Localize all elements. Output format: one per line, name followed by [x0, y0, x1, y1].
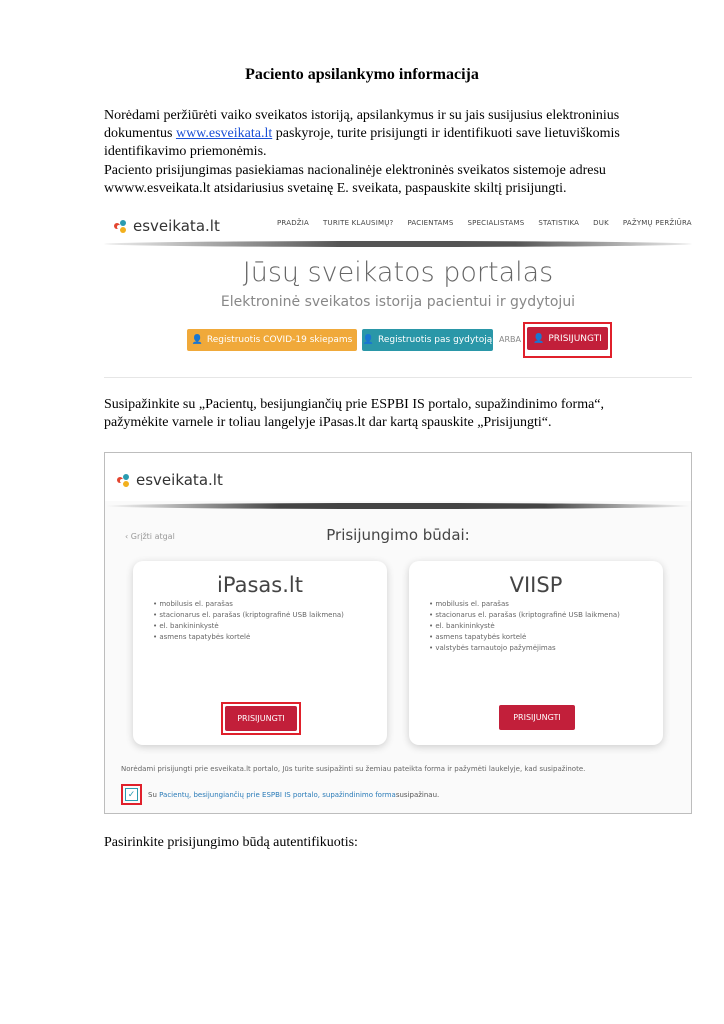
- doctor-button-label: Registruotis pas gydytoją: [378, 335, 493, 345]
- viisp-login-button[interactable]: PRISIJUNGTI: [499, 705, 575, 730]
- list-item: • stacionarus el. parašas (kriptografinė USB laikmena): [153, 610, 344, 621]
- nav-item-duk[interactable]: DUK: [593, 219, 609, 227]
- esveikata-logo[interactable]: [114, 217, 220, 235]
- intro-paragraph-2: Paciento prisijungimas pasiekiamas nacionalinėje elektroninės sveikatos sistemoje adresu wwww.esveikata.lt atsidariusius svetainę E. sveikata, paspauskite skiltį prisijungti.: [104, 163, 606, 196]
- back-label: Grįžti atgal: [130, 532, 175, 541]
- list-item: • asmens tapatybės kortelė: [153, 632, 344, 643]
- logo-text: esveikata.lt: [133, 217, 220, 235]
- user-icon: 👤: [362, 335, 374, 345]
- or-label: ARBA: [499, 335, 521, 344]
- ipasas-login-button[interactable]: PRISIJUNGTI: [225, 706, 297, 731]
- consent-checkbox[interactable]: [125, 788, 138, 801]
- header-swoosh: [104, 241, 692, 247]
- highlight-frame: [121, 784, 142, 805]
- card-title: VIISP: [509, 573, 563, 597]
- intro-text-after: paskyroje, turite prisijungti ir identifikuoti save lietuviškomis identifikavimo priemonėmis.: [104, 126, 620, 159]
- list-item: • mobilusis el. parašas: [429, 599, 620, 610]
- user-icon: 👤: [533, 333, 545, 344]
- list-item: • el. bankininkystė: [429, 621, 620, 632]
- chevron-left-icon: ‹: [125, 532, 131, 541]
- login-button-label: PRISIJUNGTI: [548, 333, 602, 344]
- list-item: • stacionarus el. parašas (kriptografinė USB laikmena): [429, 610, 620, 621]
- notice-text: Norėdami prisijungti prie esveikata.lt portalo, Jūs turite susipažinti su žemiau pateikta forma ir pažymėti laukelyje, kad susipažinote.: [121, 765, 586, 773]
- nav-item-pacientams[interactable]: PACIENTAMS: [407, 219, 454, 227]
- logo-icon: [114, 220, 127, 233]
- document-title: Paciento apsilankymo informacija: [245, 66, 479, 83]
- header-swoosh: [105, 503, 691, 509]
- user-icon: 👤: [191, 335, 203, 345]
- covid-registration-button[interactable]: [187, 329, 357, 351]
- covid-button-label: Registruotis COVID-19 skiepams: [206, 335, 353, 345]
- list-item: • el. bankininkystė: [153, 621, 344, 632]
- consent-row: [121, 784, 439, 805]
- consent-form-link[interactable]: Pacientų, besijungiančių prie ESPBI IS portalo, supažindinimo forma: [159, 790, 396, 799]
- intro-paragraph: [104, 107, 634, 161]
- instruction-paragraph: Susipažinkite su „Pacientų, besijungiančių prie ESPBI IS portalo, supažindinimo forma“, pažymėkite varnele ir toliau langelyje iPasas.lt dar kartą spauskite „Prisijungti“.: [104, 397, 605, 430]
- login-button[interactable]: [527, 327, 608, 350]
- esveikata-link[interactable]: www.esveikata.lt: [175, 126, 273, 141]
- viisp-card: [409, 561, 663, 745]
- consent-suffix: susipažinau.: [395, 790, 440, 799]
- esveikata-logo[interactable]: [117, 471, 223, 489]
- divider: [104, 377, 692, 378]
- list-item: • valstybės tarnautojo pažymėjimas: [429, 643, 620, 654]
- portal-title: Jūsų sveikatos portalas: [242, 257, 554, 288]
- login-methods-title: Prisijungimo būdai:: [326, 526, 470, 544]
- logo-text: esveikata.lt: [136, 471, 223, 489]
- top-nav: [277, 219, 692, 227]
- doctor-registration-button[interactable]: [362, 329, 493, 351]
- nav-item-klausimu[interactable]: TURITE KLAUSIMŲ?: [323, 219, 394, 227]
- card-title: iPasas.lt: [217, 573, 303, 597]
- nav-item-statistika[interactable]: STATISTIKA: [538, 219, 580, 227]
- consent-prefix: Su: [148, 790, 157, 799]
- login-methods-screenshot: [104, 452, 692, 814]
- final-paragraph: Pasirinkite prisijungimo būdą autentifikuotis:: [104, 835, 358, 850]
- nav-item-specialistams[interactable]: SPECIALISTAMS: [467, 219, 525, 227]
- logo-icon: [117, 474, 130, 487]
- method-list: [415, 599, 620, 654]
- method-list: [139, 599, 344, 643]
- ipasas-card: [133, 561, 387, 745]
- nav-item-pazymu[interactable]: PAŽYMŲ PERŽIŪRA: [622, 219, 692, 227]
- list-item: • asmens tapatybės kortelė: [429, 632, 620, 643]
- nav-item-pradzia[interactable]: PRADŽIA: [277, 219, 310, 227]
- portal-screenshot: [104, 205, 692, 382]
- portal-subtitle: Elektroninė sveikatos istorija pacientui ir gydytojui: [220, 294, 576, 310]
- check-icon: ✓: [127, 789, 136, 800]
- intro-text: Norėdami peržiūrėti vaiko sveikatos istoriją, apsilankymus ir su jais susijusius elektroninius dokumentus: [104, 108, 620, 141]
- list-item: • mobilusis el. parašas: [153, 599, 344, 610]
